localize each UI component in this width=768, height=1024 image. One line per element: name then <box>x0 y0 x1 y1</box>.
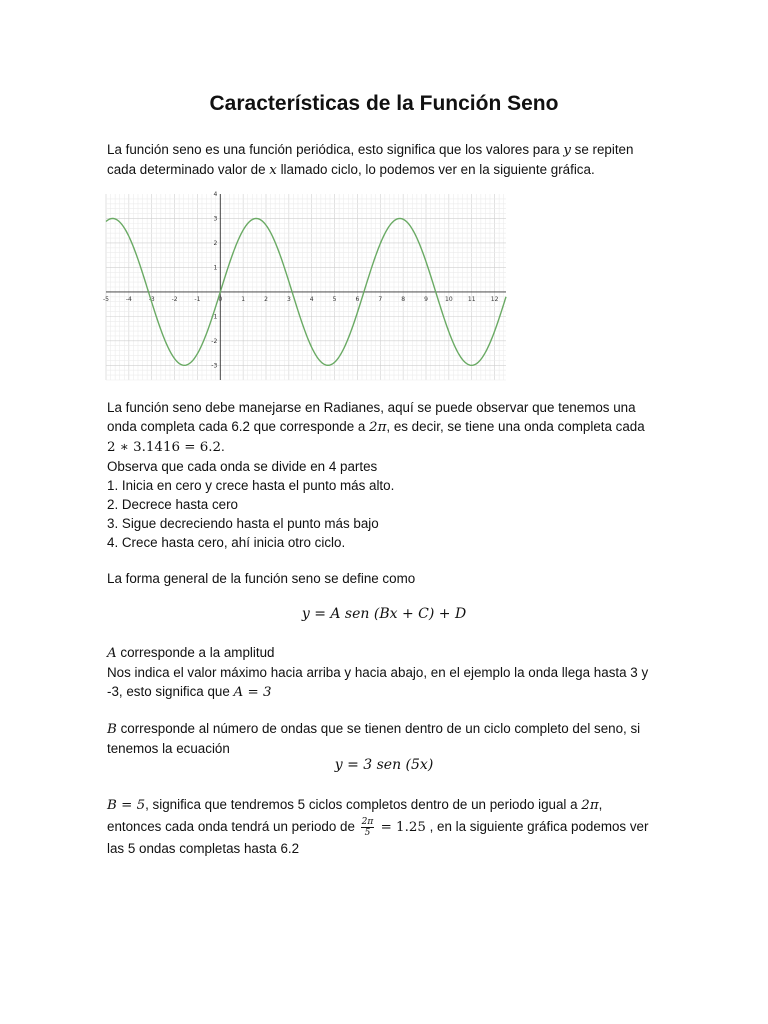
intro-text: La función seno es una función periódica, esto significa que los valores para <box>107 142 564 157</box>
general-equation: y = A sen (Bx + C) + D <box>301 606 467 622</box>
y-tick-label: -3 <box>211 362 218 370</box>
x-tick-label: -4 <box>125 295 132 303</box>
x-tick-label: 5 <box>332 295 337 303</box>
sine-chart <box>103 191 506 380</box>
amplitud-line: -3, esto significa que <box>107 684 234 699</box>
y-tick-label: -1 <box>211 313 218 321</box>
y-tick-label: 2 <box>213 239 218 247</box>
step-item: 4. Crece hasta cero, ahí inicia otro ciclo. <box>107 535 346 550</box>
page-title: Características de la Función Seno <box>209 92 559 115</box>
conclusion-line: entonces cada onda tendrá un periodo de <box>107 819 359 834</box>
intro-text: cada determinado valor de <box>107 162 270 177</box>
conclusion-line: , en la siguiente gráfica podemos ver <box>425 819 649 834</box>
ondas-paragraph <box>107 719 677 758</box>
intro-text: se repiten <box>570 142 634 157</box>
var-b: B <box>107 722 117 737</box>
math-a3: A = 3 <box>233 685 272 700</box>
x-tick-label: 1 <box>241 295 246 303</box>
fraction-numerator: 2π <box>361 816 374 827</box>
x-tick-label: 8 <box>401 295 406 303</box>
ondas-line: tenemos la ecuación <box>107 741 230 756</box>
math-period: = 1.25 <box>376 820 426 835</box>
ondas-line: corresponde al número de ondas que se tienen dentro de un ciclo completo del seno, si <box>116 721 641 736</box>
y-tick-label: -2 <box>211 337 218 345</box>
math-calc: 2 ∗ 3.1416 = 6.2 <box>107 440 222 455</box>
var-y: y <box>563 143 571 158</box>
forma-text: La forma general de la función seno se define como <box>107 571 416 586</box>
x-tick-label: 0 <box>218 295 223 303</box>
x-tick-label: -5 <box>103 295 109 303</box>
radianes-line: Observa que cada onda se divide en 4 partes <box>107 459 378 474</box>
x-tick-label: 6 <box>355 295 360 303</box>
x-tick-label: 9 <box>424 295 428 303</box>
x-tick-label: 2 <box>264 295 268 303</box>
intro-paragraph <box>107 140 667 180</box>
x-tick-label: 11 <box>467 295 476 303</box>
y-tick-label: 3 <box>213 215 218 223</box>
example-equation: y = 3 sen (5x) <box>334 757 434 773</box>
x-tick-label: -3 <box>148 295 155 303</box>
intro-text: llamado ciclo, lo podemos ver en la siguiente gráfica. <box>276 162 595 177</box>
x-tick-label: 12 <box>490 295 499 303</box>
step-item: 3. Sigue decreciendo hasta el punto más bajo <box>107 516 379 531</box>
radianes-line: La función seno debe manejarse en Radianes, aquí se puede observar que tenemos una <box>107 400 636 415</box>
math-b5: B = 5 <box>107 798 146 813</box>
amplitud-line: corresponde a la amplitud <box>116 645 275 660</box>
fraction <box>361 817 375 838</box>
x-tick-label: 4 <box>309 295 314 303</box>
radianes-line: , es decir, se tiene una onda completa cada <box>386 419 645 434</box>
x-tick-label: 3 <box>286 295 291 303</box>
radianes-line: onda completa cada 6.2 que corresponde a <box>107 419 370 434</box>
conclusion-paragraph <box>107 794 677 859</box>
var-a: A <box>107 646 117 661</box>
x-tick-label: 10 <box>445 295 453 303</box>
var-x: x <box>269 163 277 178</box>
radianes-line: . <box>221 439 225 454</box>
x-tick-label: 7 <box>378 295 383 303</box>
conclusion-line: las 5 ondas completas hasta 6.2 <box>107 841 300 856</box>
math-2pi: 2π <box>581 798 599 813</box>
y-tick-label: 1 <box>213 264 218 272</box>
fraction-denominator: 5 <box>364 827 371 838</box>
amplitud-line: Nos indica el valor máximo hacia arriba y hacia abajo, en el ejemplo la onda llega hasta 3 y <box>107 665 649 680</box>
x-tick-label: -2 <box>171 295 178 303</box>
step-item: 1. Inicia en cero y crece hasta el punto más alto. <box>107 478 395 493</box>
y-tick-label: 4 <box>213 191 218 198</box>
conclusion-line: , <box>598 797 603 812</box>
amplitud-paragraph <box>107 643 677 702</box>
step-item: 2. Decrece hasta cero <box>107 497 238 512</box>
radianes-paragraph <box>107 398 667 552</box>
x-tick-label: -1 <box>194 295 201 303</box>
math-2pi: 2π <box>369 420 387 435</box>
conclusion-line: , significa que tendremos 5 ciclos completos dentro de un periodo igual a <box>145 797 582 812</box>
